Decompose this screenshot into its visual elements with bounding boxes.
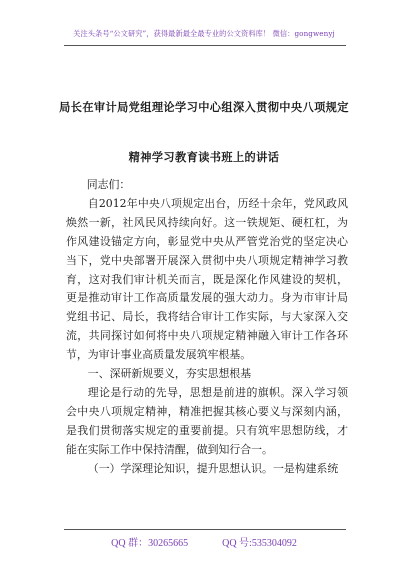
qq-group-number: QQ 群：30265665	[111, 538, 189, 549]
document-title-line-1: 局长在审计局党组理论学习中心组深入贯彻中央八项规定	[59, 100, 349, 114]
header-note: 关注头条号“公文研究”，获得最新最全最专业的公文资料库！ 微信：gongwenyj	[73, 29, 335, 38]
subsection-heading: （一）学深理论知识，提升思想认识。一是构建系统	[87, 461, 339, 475]
header-divider	[64, 45, 346, 46]
section-heading: 一、深研新规要义，夯实思想根基	[87, 367, 252, 381]
body-paragraph: 自2012年中央八项规定出台，历经十余年，党风政风焕然一新，社风民风持续向好。这一铁规矩、硬杠杠，为作风建设锚定方向，彰显党中央从严管党治党的坚定决心当下，党中央部署开展深入贯彻中央八项规定精神学习教育，这对我们审计机关而言，既是深化作风建设的契机，更是推动审计工作高质量发展的强大动力。身为市审计局党组书记、局长，我将结合审计工作实际，与大家深入交流，共同探讨如何将中央八项规定精神融入审计工作各环节，为审计事业高质量发展筑牢根基。	[66, 196, 348, 362]
footer-contact	[0, 534, 408, 549]
qq-number: QQ 号:535304092	[222, 538, 297, 549]
footer-divider	[64, 529, 346, 530]
body-paragraph: 理论是行动的先导，思想是前进的旗帜。深入学习领会中央八项规定精神，精准把握其核心要义与深刻内涵，是我们贯彻落实规定的重要前提。只有筑牢思想防线，才能在实际工作中保持清醒，做到知行合一。	[66, 385, 348, 456]
document-body	[66, 176, 348, 479]
document-title-line-2: 精神学习教育读书班上的讲话	[128, 150, 280, 164]
salutation: 同志们：	[86, 178, 131, 191]
